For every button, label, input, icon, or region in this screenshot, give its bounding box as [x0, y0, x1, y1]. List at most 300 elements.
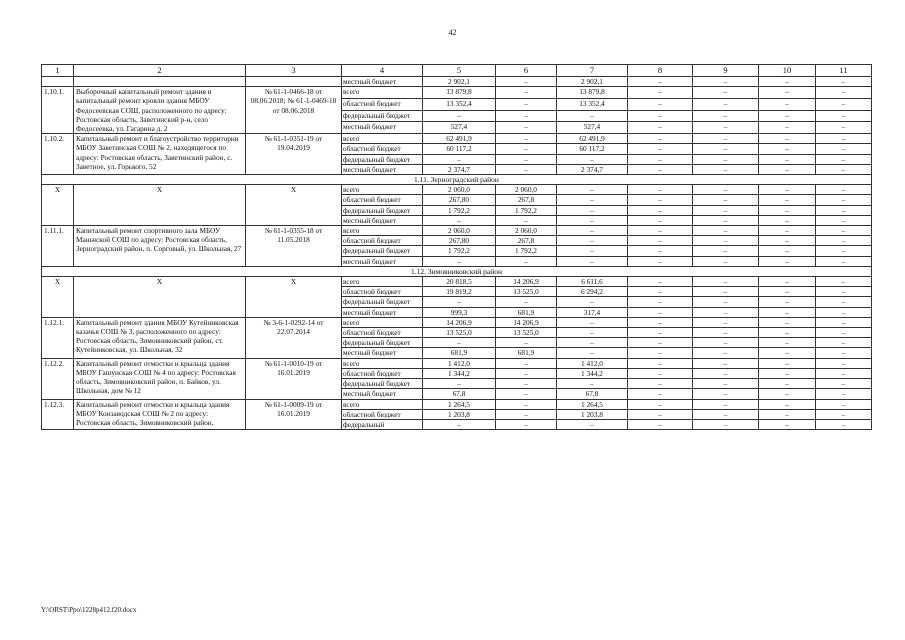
value-cell: – [693, 307, 759, 317]
header-cell: 7 [557, 65, 628, 77]
funding-source: местный бюджет [342, 164, 423, 174]
value-cell: – [816, 287, 872, 297]
value-cell: – [628, 399, 693, 409]
item-name: Капитальный ремонт и благоустройство территории МБОУ Заветинская СОШ № 2, находящегося по адресу: Ростовская область, Заветинский район, с. Заветное, ул. Горького, 52 [74, 134, 246, 175]
value-cell: – [816, 379, 872, 389]
value-cell: 681,9 [423, 348, 496, 358]
value-cell: – [693, 256, 759, 266]
value-cell: – [628, 277, 693, 287]
funding-source: всего [342, 185, 423, 195]
value-cell: 6 294,2 [557, 287, 628, 297]
value-cell: 267,80 [423, 195, 496, 205]
value-cell: – [557, 317, 628, 327]
funding-source: федеральный бюджет [342, 379, 423, 389]
value-cell: – [628, 409, 693, 419]
value-cell: – [759, 87, 816, 99]
value-cell: – [557, 338, 628, 348]
value-cell: – [816, 419, 872, 429]
value-cell: – [423, 419, 496, 429]
value-cell: 13 879,8 [557, 87, 628, 99]
value-cell: 1 264,5 [557, 399, 628, 409]
value-cell: – [423, 379, 496, 389]
value-cell: – [557, 328, 628, 338]
value-cell: – [693, 358, 759, 368]
value-cell: – [816, 226, 872, 236]
value-cell: – [759, 205, 816, 215]
value-cell: – [759, 317, 816, 327]
value-cell: 1 264,5 [423, 399, 496, 409]
value-cell: – [423, 154, 496, 164]
funding-source: областной бюджет [342, 144, 423, 154]
item-code: 1.12.2. [42, 358, 74, 399]
value-cell: 13 525,0 [496, 328, 557, 338]
funding-source: областной бюджет [342, 236, 423, 246]
value-cell: 13 525,0 [423, 328, 496, 338]
value-cell: – [557, 205, 628, 215]
value-cell: – [496, 144, 557, 154]
value-cell: – [693, 246, 759, 256]
value-cell: 14 206,9 [496, 317, 557, 327]
value-cell: 60 117,2 [557, 144, 628, 154]
item-code: 1.10.2. [42, 134, 74, 175]
value-cell: 317,4 [557, 307, 628, 317]
value-cell: – [496, 368, 557, 378]
value-cell: – [759, 256, 816, 266]
item-name: Капитальный ремонт спортивного зала МБОУ Маньчской СОШ по адресу: Ростовская область, Зерноградский район, п. Сорговый, ул. Школьная, 27 [74, 226, 246, 267]
table-row [42, 87, 872, 99]
value-cell: – [628, 419, 693, 429]
funding-source: областной бюджет [342, 368, 423, 378]
value-cell: – [816, 297, 872, 307]
section-title: 1.12. Зимовниковский район [42, 266, 872, 276]
value-cell: – [759, 122, 816, 134]
value-cell: – [557, 236, 628, 246]
funding-source: всего [342, 358, 423, 368]
funding-source: областной бюджет [342, 287, 423, 297]
table-row [42, 226, 872, 236]
page-number: 42 [448, 28, 457, 37]
value-cell: – [628, 154, 693, 164]
item-code: 1.12.1. [42, 317, 74, 358]
table-row [42, 277, 872, 287]
value-cell: 20 818,5 [423, 277, 496, 287]
value-cell: 1 203,8 [557, 409, 628, 419]
value-cell: – [693, 226, 759, 236]
value-cell: 2 060,0 [423, 226, 496, 236]
value-cell: – [759, 368, 816, 378]
item-document: № 3-6-1-0292-14 от 22.07.2014 [246, 317, 342, 358]
value-cell: – [816, 87, 872, 99]
value-cell: – [496, 87, 557, 99]
value-cell: – [759, 195, 816, 205]
value-cell: – [693, 110, 759, 122]
value-cell: – [557, 195, 628, 205]
value-cell: – [557, 379, 628, 389]
value-cell: – [693, 368, 759, 378]
funding-source: местный бюджет [342, 215, 423, 225]
value-cell: – [628, 358, 693, 368]
value-cell: – [557, 110, 628, 122]
funding-source: местный бюджет [342, 389, 423, 399]
file-path-footer: Y:\ORST\Ppo\1228p412.f20.docx [41, 606, 137, 614]
table-row [42, 77, 872, 87]
item-code: 1.11.1. [42, 226, 74, 267]
value-cell: – [693, 164, 759, 174]
value-cell: 1 792,2 [423, 205, 496, 215]
value-cell: – [496, 256, 557, 266]
budget-table [41, 64, 872, 430]
item-document: X [246, 185, 342, 226]
value-cell: – [628, 226, 693, 236]
header-cell: 2 [74, 65, 246, 77]
value-cell: – [816, 399, 872, 409]
value-cell: 1 792,2 [496, 205, 557, 215]
value-cell: 6 611,6 [557, 277, 628, 287]
value-cell: – [759, 409, 816, 419]
funding-source: всего [342, 226, 423, 236]
value-cell: 1 412,0 [423, 358, 496, 368]
item-code [42, 77, 74, 87]
funding-source: федеральный бюджет [342, 154, 423, 164]
value-cell: – [496, 389, 557, 399]
header-cell: 11 [816, 65, 872, 77]
value-cell: – [759, 297, 816, 307]
value-cell: – [693, 287, 759, 297]
value-cell: – [816, 195, 872, 205]
value-cell: – [759, 236, 816, 246]
value-cell: – [693, 205, 759, 215]
value-cell: – [816, 348, 872, 358]
value-cell: – [693, 236, 759, 246]
value-cell: 62 491,9 [423, 134, 496, 144]
header-cell: 5 [423, 65, 496, 77]
value-cell: – [759, 110, 816, 122]
item-document [246, 77, 342, 87]
value-cell: – [759, 98, 816, 110]
value-cell: – [693, 297, 759, 307]
header-cell: 3 [246, 65, 342, 77]
value-cell: 67,8 [423, 389, 496, 399]
item-document: № 61-1-0466-18 от 08.06.2018; № 61-1-0469-18 от 08.06.2018 [246, 87, 342, 134]
funding-source: областной бюджет [342, 98, 423, 110]
value-cell: – [423, 297, 496, 307]
value-cell: 2 374,7 [423, 164, 496, 174]
value-cell: – [628, 368, 693, 378]
value-cell: – [628, 307, 693, 317]
item-code: X [42, 185, 74, 226]
value-cell: – [693, 419, 759, 429]
value-cell: 14 206,9 [496, 277, 557, 287]
table-row [42, 358, 872, 368]
value-cell: – [816, 154, 872, 164]
section-row [42, 266, 872, 276]
value-cell: – [816, 215, 872, 225]
value-cell: – [628, 87, 693, 99]
value-cell: 2 060,0 [496, 185, 557, 195]
value-cell: – [423, 215, 496, 225]
value-cell: – [693, 122, 759, 134]
item-document: № 61-1-0355-18 от 11.05.2018 [246, 226, 342, 267]
item-name: Капитальный ремонт отмостки и крыльца здания МБОУ Гашунская СОШ № 4 по адресу: Ростовская область, Зимовниковский район, п. Байков, ул. Школьная, дом № 12 [74, 358, 246, 399]
funding-source: местный бюджет [342, 307, 423, 317]
header-cell: 8 [628, 65, 693, 77]
value-cell: 67,8 [557, 389, 628, 399]
value-cell: 1 203,8 [423, 409, 496, 419]
value-cell: – [816, 307, 872, 317]
value-cell: 2 374,7 [557, 164, 628, 174]
item-name: X [74, 277, 246, 318]
value-cell: 267,8 [496, 236, 557, 246]
value-cell: – [816, 358, 872, 368]
value-cell: – [557, 246, 628, 256]
value-cell: – [759, 277, 816, 287]
value-cell: – [693, 317, 759, 327]
value-cell: – [759, 419, 816, 429]
section-row [42, 175, 872, 185]
funding-source: всего [342, 134, 423, 144]
value-cell: – [496, 98, 557, 110]
value-cell: – [759, 338, 816, 348]
section-title: 1.11. Зерноградский район [42, 175, 872, 185]
value-cell: 60 117,2 [423, 144, 496, 154]
value-cell: 267,8 [496, 195, 557, 205]
value-cell: 681,9 [496, 307, 557, 317]
value-cell: – [628, 195, 693, 205]
value-cell: – [759, 307, 816, 317]
funding-source: федеральный бюджет [342, 297, 423, 307]
value-cell: – [496, 338, 557, 348]
value-cell: – [423, 110, 496, 122]
funding-source: всего [342, 399, 423, 409]
value-cell: – [423, 256, 496, 266]
value-cell: – [557, 215, 628, 225]
value-cell: – [693, 277, 759, 287]
value-cell: – [816, 317, 872, 327]
value-cell: – [628, 317, 693, 327]
item-document: № 61-1-0010-19 от 16.01.2019 [246, 358, 342, 399]
value-cell: 2 060,0 [496, 226, 557, 236]
value-cell: – [628, 236, 693, 246]
value-cell: – [759, 77, 816, 87]
item-code: X [42, 277, 74, 318]
value-cell: – [816, 246, 872, 256]
value-cell: 13 879,8 [423, 87, 496, 99]
value-cell: 19 819,2 [423, 287, 496, 297]
value-cell: – [693, 134, 759, 144]
value-cell: – [628, 77, 693, 87]
value-cell: – [693, 195, 759, 205]
table-row [42, 134, 872, 144]
item-document: № 61-1-0351-19 от 19.04.2019 [246, 134, 342, 175]
value-cell: – [628, 110, 693, 122]
value-cell: 1 412,0 [557, 358, 628, 368]
value-cell: – [816, 277, 872, 287]
value-cell: – [557, 419, 628, 429]
value-cell: 1 344,2 [557, 368, 628, 378]
value-cell: – [759, 154, 816, 164]
value-cell: – [816, 338, 872, 348]
value-cell: 1 792,2 [423, 246, 496, 256]
value-cell: – [759, 379, 816, 389]
value-cell: – [693, 87, 759, 99]
funding-source: федеральный [342, 419, 423, 429]
funding-source: областной бюджет [342, 409, 423, 419]
value-cell: – [628, 256, 693, 266]
value-cell: – [628, 185, 693, 195]
value-cell: – [628, 246, 693, 256]
value-cell: 13 352,4 [423, 98, 496, 110]
value-cell: – [628, 379, 693, 389]
header-cell: 6 [496, 65, 557, 77]
value-cell: – [816, 98, 872, 110]
value-cell: – [496, 134, 557, 144]
value-cell: – [693, 98, 759, 110]
value-cell: – [759, 348, 816, 358]
value-cell: 681,9 [496, 348, 557, 358]
header-cell: 10 [759, 65, 816, 77]
value-cell: – [759, 144, 816, 154]
table-row [42, 317, 872, 327]
funding-source: федеральный бюджет [342, 205, 423, 215]
value-cell: – [816, 256, 872, 266]
value-cell: – [693, 409, 759, 419]
item-document: № 61-1-0009-19 от 16.01.2019 [246, 399, 342, 430]
value-cell: – [759, 399, 816, 409]
value-cell: 999,3 [423, 307, 496, 317]
funding-source: всего [342, 317, 423, 327]
header-row [42, 65, 872, 77]
value-cell: – [759, 328, 816, 338]
value-cell: – [693, 399, 759, 409]
value-cell: – [557, 226, 628, 236]
value-cell: – [628, 215, 693, 225]
funding-source: местный бюджет [342, 122, 423, 134]
value-cell: – [496, 297, 557, 307]
value-cell: 13 525,0 [496, 287, 557, 297]
item-document: X [246, 277, 342, 318]
funding-source: местный бюджет [342, 256, 423, 266]
funding-source: федеральный бюджет [342, 110, 423, 122]
funding-source: местный бюджет [342, 348, 423, 358]
value-cell: – [496, 164, 557, 174]
value-cell: – [557, 154, 628, 164]
item-name [74, 77, 246, 87]
value-cell: – [759, 358, 816, 368]
item-code: 1.12.3. [42, 399, 74, 430]
header-cell: 4 [342, 65, 423, 77]
value-cell: – [816, 368, 872, 378]
item-name: X [74, 185, 246, 226]
value-cell: – [423, 338, 496, 348]
value-cell: – [628, 297, 693, 307]
value-cell: – [628, 287, 693, 297]
value-cell: – [628, 134, 693, 144]
value-cell: – [816, 144, 872, 154]
value-cell: – [693, 185, 759, 195]
value-cell: – [496, 379, 557, 389]
header-cell: 1 [42, 65, 74, 77]
value-cell: – [496, 419, 557, 429]
item-name: Капитальный ремонт отмостки и крыльца здания МБОУ Конзаводская СОШ № 2 по адресу: Ростовская область, Зимовниковский район, [74, 399, 246, 430]
value-cell: – [693, 154, 759, 164]
value-cell: 13 352,4 [557, 98, 628, 110]
value-cell: – [759, 246, 816, 256]
value-cell: – [816, 77, 872, 87]
funding-source: федеральный бюджет [342, 338, 423, 348]
value-cell: 2 902,1 [557, 77, 628, 87]
value-cell: – [557, 297, 628, 307]
value-cell: – [693, 348, 759, 358]
value-cell: – [628, 122, 693, 134]
value-cell: – [628, 164, 693, 174]
value-cell: – [693, 389, 759, 399]
table-row [42, 185, 872, 195]
value-cell: – [759, 185, 816, 195]
value-cell: – [759, 215, 816, 225]
value-cell: – [693, 215, 759, 225]
value-cell: 2 902,1 [423, 77, 496, 87]
value-cell: 267,80 [423, 236, 496, 246]
value-cell: 1 344,2 [423, 368, 496, 378]
value-cell: – [816, 328, 872, 338]
value-cell: – [557, 348, 628, 358]
value-cell: – [816, 110, 872, 122]
value-cell: – [816, 134, 872, 144]
funding-source: областной бюджет [342, 195, 423, 205]
value-cell: – [628, 348, 693, 358]
value-cell: – [693, 338, 759, 348]
value-cell: – [759, 389, 816, 399]
value-cell: – [496, 122, 557, 134]
value-cell: 2 060,0 [423, 185, 496, 195]
value-cell: – [628, 144, 693, 154]
value-cell: 527,4 [423, 122, 496, 134]
value-cell: – [816, 185, 872, 195]
value-cell: – [557, 256, 628, 266]
header-cell: 9 [693, 65, 759, 77]
value-cell: – [693, 144, 759, 154]
value-cell: – [693, 328, 759, 338]
value-cell: – [628, 389, 693, 399]
value-cell: 14 206,9 [423, 317, 496, 327]
table-body [42, 65, 872, 430]
value-cell: – [496, 154, 557, 164]
value-cell: – [693, 379, 759, 389]
value-cell: – [816, 122, 872, 134]
item-name: Выборочный капитальный ремонт здания и капитальный ремонт кровли здания МБОУ Федосеевская СОШ, расположенного по адресу: Ростовская область, Заветинский р-н, село Федосеевка, ул. Гагарина д. 2 [74, 87, 246, 134]
value-cell: – [496, 110, 557, 122]
value-cell: – [816, 205, 872, 215]
funding-source: областной бюджет [342, 328, 423, 338]
value-cell: – [628, 98, 693, 110]
value-cell: – [496, 215, 557, 225]
value-cell: – [759, 226, 816, 236]
value-cell: 62 491,9 [557, 134, 628, 144]
funding-source: всего [342, 277, 423, 287]
value-cell: – [557, 185, 628, 195]
value-cell: – [759, 164, 816, 174]
value-cell: – [496, 399, 557, 409]
value-cell: – [759, 287, 816, 297]
value-cell: – [816, 389, 872, 399]
funding-source: всего [342, 87, 423, 99]
funding-source: федеральный бюджет [342, 246, 423, 256]
item-name: Капитальный ремонт здания МБОУ Кутейниковская казачья СОШ № 3, расположенного по адресу: Ростовская область, Зимовниковский район, ст. Кутейниковская, ул. Школьная, 32 [74, 317, 246, 358]
value-cell: – [759, 134, 816, 144]
value-cell: – [496, 358, 557, 368]
value-cell: – [496, 77, 557, 87]
value-cell: – [496, 409, 557, 419]
